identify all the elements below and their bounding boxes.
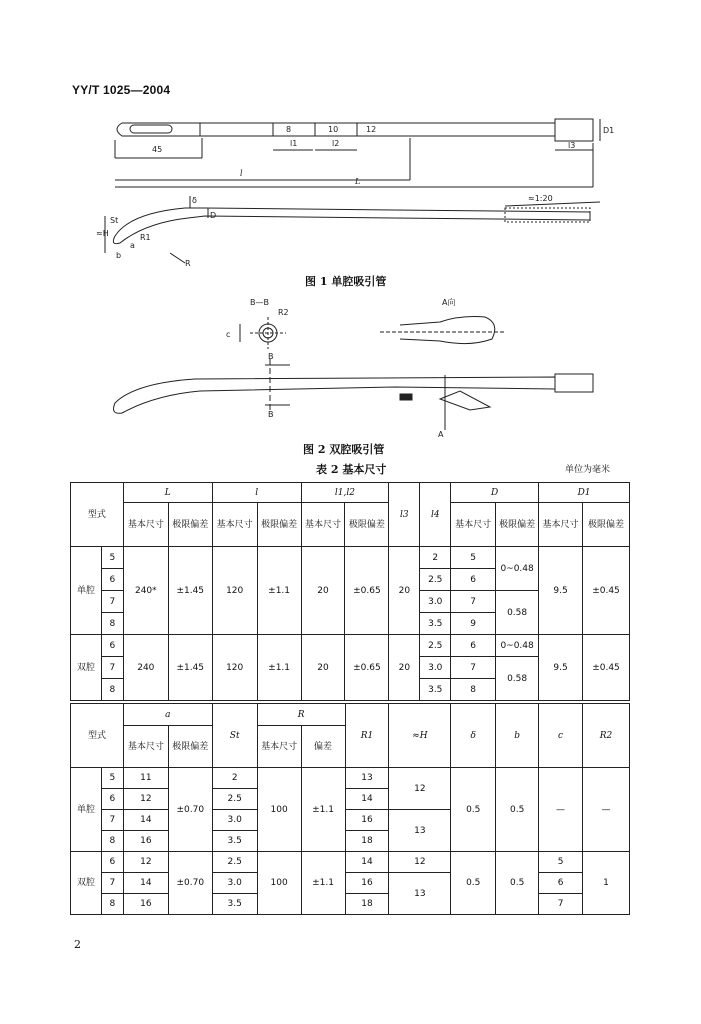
cell-l4: 3.0 xyxy=(420,591,451,613)
cell-R1: 18 xyxy=(345,831,389,852)
size-cell: 8 xyxy=(101,894,123,915)
header-D1: D1 xyxy=(539,483,630,503)
cell-D1tol: ±0.45 xyxy=(582,547,629,635)
header-type: 型式 xyxy=(71,704,124,768)
header-tol: 极限偏差 xyxy=(257,503,301,547)
dim-D: D xyxy=(210,211,217,220)
cell-l12tol: ±0.65 xyxy=(345,635,389,701)
dim-l1: l1 xyxy=(290,139,298,148)
cell-b: 0.5 xyxy=(496,852,539,915)
dim-R1: R1 xyxy=(140,233,151,242)
cell-l4: 3.5 xyxy=(420,613,451,635)
dim-a: a xyxy=(130,241,135,250)
header-basic: 基本尺寸 xyxy=(212,503,257,547)
cell-a: 12 xyxy=(123,789,168,810)
dim-8: 8 xyxy=(286,125,292,134)
cell-delta: 0.5 xyxy=(451,768,496,852)
cell-ltol: ±1.1 xyxy=(257,635,301,701)
header-l4: l4 xyxy=(420,483,451,547)
section-B-top: B xyxy=(268,352,274,361)
size-cell: 6 xyxy=(101,789,123,810)
size-cell: 8 xyxy=(101,831,123,852)
type-double: 双腔 xyxy=(71,635,102,701)
cell-H: 13 xyxy=(389,810,451,852)
dim-c: c xyxy=(226,330,231,339)
cell-c: 5 xyxy=(539,852,583,873)
cell-l12: 20 xyxy=(301,635,345,701)
cell-St: 3.5 xyxy=(212,831,257,852)
cell-H: 12 xyxy=(389,768,451,810)
header-l1l2: l1,l2 xyxy=(301,483,389,503)
cell-D: 7 xyxy=(451,591,496,613)
dimension-table-bottom xyxy=(70,703,630,915)
figure-2-caption: 图 2 双腔吸引管 xyxy=(303,443,385,456)
header-delta: δ xyxy=(451,704,496,768)
dim-l3: l3 xyxy=(568,141,576,150)
size-cell: 6 xyxy=(101,569,123,591)
cell-R: 100 xyxy=(257,852,301,915)
cell-Dtol: 0~0.48 xyxy=(496,547,539,591)
cell-St: 2.5 xyxy=(212,789,257,810)
cell-D: 6 xyxy=(451,569,496,591)
cell-l4: 2.5 xyxy=(420,635,451,657)
figure-1-drawing xyxy=(96,108,620,268)
cell-R1: 18 xyxy=(345,894,389,915)
cell-St: 3.0 xyxy=(212,873,257,894)
header-R1: R1 xyxy=(345,704,389,768)
size-cell: 7 xyxy=(101,810,123,831)
cell-Rtol: ±1.1 xyxy=(301,768,345,852)
cell-Dtol: 0.58 xyxy=(496,657,539,701)
size-cell: 5 xyxy=(101,547,123,569)
table-title: 表 2 基本尺寸 xyxy=(316,463,387,476)
cell-L: 240* xyxy=(123,547,168,635)
dim-b: b xyxy=(116,251,122,260)
size-cell: 7 xyxy=(101,873,123,894)
header-D: D xyxy=(451,483,539,503)
dim-H: ≈H xyxy=(96,229,109,238)
dim-12: 12 xyxy=(366,125,377,134)
cell-D: 9 xyxy=(451,613,496,635)
cell-l12: 20 xyxy=(301,547,345,635)
cell-delta: 0.5 xyxy=(451,852,496,915)
dim-l2: l2 xyxy=(332,139,340,148)
cell-c: 7 xyxy=(539,894,583,915)
cell-b: 0.5 xyxy=(496,768,539,852)
header-b: b xyxy=(496,704,539,768)
cell-H: 12 xyxy=(389,852,451,873)
type-single: 单腔 xyxy=(71,768,102,852)
header-R2: R2 xyxy=(583,704,630,768)
header-tol: 极限偏差 xyxy=(582,503,629,547)
header-a: a xyxy=(123,704,212,726)
dim-delta: δ xyxy=(192,196,197,205)
header-R: R xyxy=(257,704,345,726)
section-B-bottom: B xyxy=(268,410,274,419)
header-type: 型式 xyxy=(71,483,124,547)
header-tol: 极限偏差 xyxy=(345,503,389,547)
cell-atol: ±0.70 xyxy=(168,768,212,852)
header-basic: 基本尺寸 xyxy=(301,503,345,547)
cell-l: 120 xyxy=(212,635,257,701)
cell-D1tol: ±0.45 xyxy=(582,635,629,701)
header-basic: 基本尺寸 xyxy=(539,503,583,547)
cell-c: — xyxy=(539,768,583,852)
header-dev: 偏差 xyxy=(301,726,345,768)
cell-D: 7 xyxy=(451,657,496,679)
dimension-table-top xyxy=(70,482,630,701)
cell-l12tol: ±0.65 xyxy=(345,547,389,635)
dim-D1: D1 xyxy=(603,126,615,135)
header-basic: 基本尺寸 xyxy=(257,726,301,768)
cell-ltol: ±1.1 xyxy=(257,547,301,635)
header-c: c xyxy=(539,704,583,768)
header-L: L xyxy=(123,483,212,503)
cell-R1: 14 xyxy=(345,789,389,810)
cell-a: 14 xyxy=(123,810,168,831)
cell-R1: 16 xyxy=(345,810,389,831)
cell-l4: 3.5 xyxy=(420,679,451,701)
size-cell: 6 xyxy=(101,635,123,657)
cell-D: 8 xyxy=(451,679,496,701)
dim-L: L xyxy=(355,177,361,186)
dim-St: St xyxy=(110,216,119,225)
cell-l4: 2.5 xyxy=(420,569,451,591)
figure-2-drawing xyxy=(100,295,600,440)
header-basic: 基本尺寸 xyxy=(451,503,496,547)
cell-D1: 9.5 xyxy=(539,635,583,701)
page-number: 2 xyxy=(74,938,81,951)
size-cell: 8 xyxy=(101,613,123,635)
dim-taper: ≈1:20 xyxy=(528,194,553,203)
dim-R: R xyxy=(185,259,191,268)
header-l3: l3 xyxy=(389,483,420,547)
cell-D1: 9.5 xyxy=(539,547,583,635)
cell-a: 16 xyxy=(123,894,168,915)
cell-Dtol: 0.58 xyxy=(496,591,539,635)
cell-R2: — xyxy=(583,768,630,852)
cell-R2: 1 xyxy=(583,852,630,915)
header-St: St xyxy=(212,704,257,768)
size-cell: 6 xyxy=(101,852,123,873)
size-cell: 7 xyxy=(101,657,123,679)
cell-Ltol: ±1.45 xyxy=(168,635,212,701)
type-single: 单腔 xyxy=(71,547,102,635)
header-basic: 基本尺寸 xyxy=(123,503,168,547)
cell-R: 100 xyxy=(257,768,301,852)
cell-Rtol: ±1.1 xyxy=(301,852,345,915)
unit-note: 单位为毫米 xyxy=(565,465,611,475)
header-tol: 极限偏差 xyxy=(496,503,539,547)
size-cell: 7 xyxy=(101,591,123,613)
header-H: ≈H xyxy=(389,704,451,768)
cell-St: 3.5 xyxy=(212,894,257,915)
cell-H: 13 xyxy=(389,873,451,915)
cell-St: 2 xyxy=(212,768,257,789)
size-cell: 5 xyxy=(101,768,123,789)
cell-a: 12 xyxy=(123,852,168,873)
cell-D: 5 xyxy=(451,547,496,569)
cell-l4: 2 xyxy=(420,547,451,569)
cell-l4: 3.0 xyxy=(420,657,451,679)
header-basic: 基本尺寸 xyxy=(123,726,168,768)
figure-1-caption: 图 1 单腔吸引管 xyxy=(305,275,387,288)
cell-D: 6 xyxy=(451,635,496,657)
cell-R1: 13 xyxy=(345,768,389,789)
cell-c: 6 xyxy=(539,873,583,894)
cell-l3: 20 xyxy=(389,547,420,635)
size-cell: 8 xyxy=(101,679,123,701)
cell-R1: 16 xyxy=(345,873,389,894)
cell-a: 11 xyxy=(123,768,168,789)
section-label: B—B xyxy=(250,298,269,307)
dim-45: 45 xyxy=(152,145,163,154)
dim-l: l xyxy=(240,169,243,178)
dim-10: 10 xyxy=(328,125,339,134)
document-header: YY/T 1025—2004 xyxy=(72,83,171,97)
cell-Dtol: 0~0.48 xyxy=(496,635,539,657)
cell-atol: ±0.70 xyxy=(168,852,212,915)
cell-R1: 14 xyxy=(345,852,389,873)
cell-l3: 20 xyxy=(389,635,420,701)
view-A-label: A向 xyxy=(442,298,456,307)
header-tol: 极限偏差 xyxy=(168,726,212,768)
cell-a: 14 xyxy=(123,873,168,894)
cell-a: 16 xyxy=(123,831,168,852)
cell-L: 240 xyxy=(123,635,168,701)
arrow-A: A xyxy=(438,430,444,439)
header-l: l xyxy=(212,483,301,503)
dim-R2: R2 xyxy=(278,308,289,317)
cell-St: 2.5 xyxy=(212,852,257,873)
type-double: 双腔 xyxy=(71,852,102,915)
cell-l: 120 xyxy=(212,547,257,635)
header-tol: 极限偏差 xyxy=(168,503,212,547)
cell-St: 3.0 xyxy=(212,810,257,831)
cell-Ltol: ±1.45 xyxy=(168,547,212,635)
